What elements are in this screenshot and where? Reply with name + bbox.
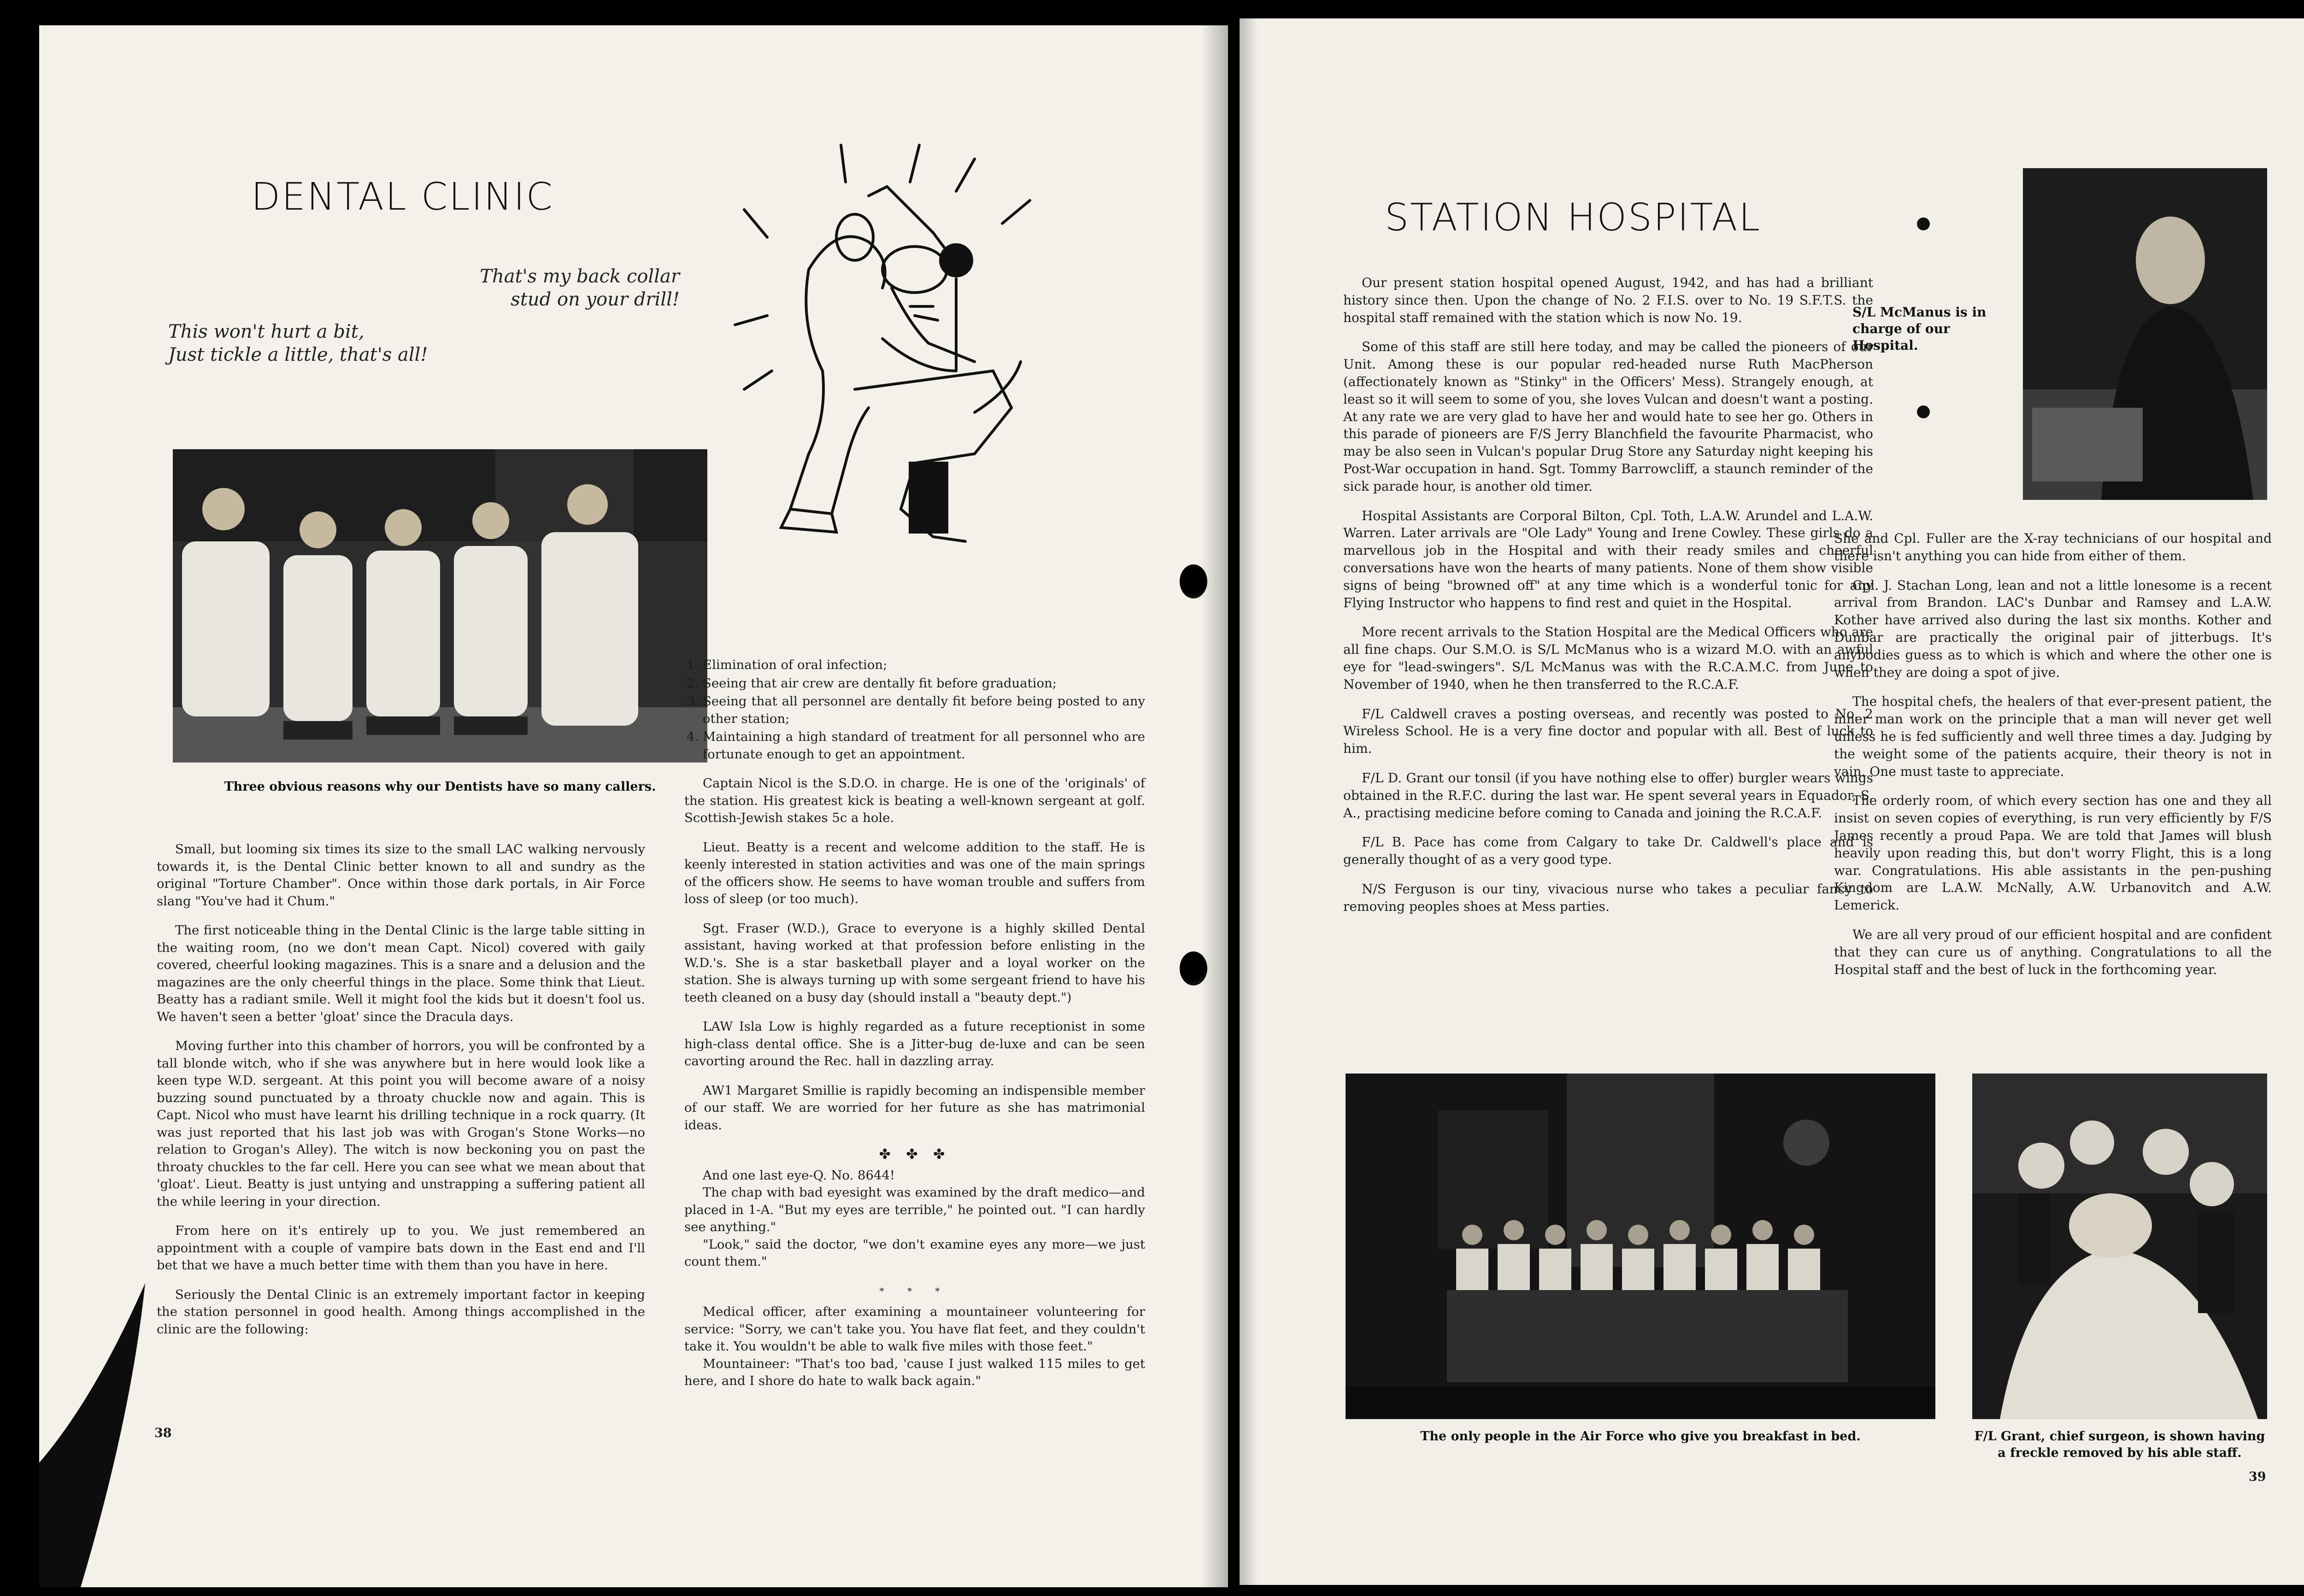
page-number: 38 (154, 1426, 172, 1440)
paragraph: Sgt. Fraser (W.D.), Grace to everyone is a highly skilled Dental assistant, having worked at that profession before enlisting in the W.D.'s. She is a star basketball player and a loyal worker on the station. She is always turning up with some sergeant friend to have his teeth cleaned on a busy day (should install a "beauty dept.") (684, 921, 1145, 1005)
paragraph: Cpl. J. Stachan Long, lean and not a little lonesome is a recent arrival from Brandon. LAC's Dunbar and Ramsey and L.A.W. Kother have arrived also during the last six months. Kother and Dunbar are practically the original pair of jitterbugs. It's anybodies guess as to which is which and where the other one is when they are doing a spot of jive. (1834, 577, 2272, 680)
paragraph: Lieut. Beatty is a recent and welcome addition to the staff. He is keenly interested in station activities and was one of the main springs of the officers show. He seems to have woman trouble and suffers from loss of sleep (or too much). (684, 839, 1145, 906)
verse-line: Just tickle a little, that's all! (168, 344, 428, 365)
paragraph: Medical officer, after examining a mountaineer volunteering for service: "Sorry, we can't take you. You have flat feet, and they couldn't take it. You wouldn't be able to walk five miles with those feet." (684, 1304, 1145, 1354)
paragraph: LAW Isla Low is highly regarded as a future receptionist in some high-class dental office. She is a Jitter-bug de-luxe and can be seen cavorting around the Rec. hall in dazzling array. (684, 1019, 1145, 1068)
surgery-photo (1972, 1074, 2267, 1419)
paragraph: N/S Ferguson is our tiny, vivacious nurse who takes a peculiar fancy to removing peoples shoes at Mess parties. (1343, 881, 1873, 914)
paragraph: Mountaineer: "That's too bad, 'cause I just walked 115 miles to get here, and I shore do hate to walk back again." (684, 1356, 1145, 1388)
paragraph: We are all very proud of our efficient hospital and are confident that they can cure us of anything. Congratulations to all the Hospital staff and the best of luck in the forthcoming year. (1834, 927, 2272, 977)
paragraph: More recent arrivals to the Station Hospital are the Medical Officers who are all fine chaps. Our S.M.O. is S/L McManus who is a wizard M.O. with an awful eye for "lead-swingers". S/L McManus was with the R.C.A.M.C. from June to November of 1940, when he then transferred to the R.C.A.F. (1343, 624, 1873, 692)
paragraph: From here on it's entirely up to you. We just remembered an appointment with a couple of vampire bats down in the East end and I'll bet that we have a much better time with them than you have in here. (157, 1223, 645, 1273)
list-item: 4. Maintaining a high standard of treatment for all personnel who are fortunate enough to get an appointment. (703, 728, 1145, 763)
group-photo-caption: The only people in the Air Force who give you breakfast in bed. (1420, 1429, 1861, 1443)
dentist-cartoon (717, 131, 1173, 555)
paragraph: Captain Nicol is the S.D.O. in charge. He is one of the 'originals' of the station. His greatest kick is beating a well-known sergeant at golf. Scottish-Jewish stakes 5c a hole. (684, 776, 1145, 825)
gutter-shadow (1240, 18, 1258, 1585)
binding-hole (1180, 951, 1207, 986)
dental-column-1 (157, 841, 645, 1350)
paragraph: And one last eye-Q. No. 8644! (703, 1168, 895, 1183)
paragraph: The orderly room, of which every section has one and they all insist on seven copies of everything, is run very efficiently by F/S James recently a proud Papa. We are told that James will blush heavily upon reading this, but don't worry Flight, this is a long war. Congratulations. His able assistants in the pen-pushing Kingdom are L.A.W. McNally, A.W. Urbanovitch and A.W. Lemerick. (1834, 793, 2272, 913)
binding-hole (1180, 564, 1207, 598)
list-item: 1. Elimination of oral infection; (703, 657, 1145, 674)
paragraph: Moving further into this chamber of horrors, you will be confronted by a tall blonde witch, who if she was anywhere but in here would look like a keen type W.D. sergeant. At this point you will become aware of a noisy buzzing sound punctuated by a throaty chuckle now and again. This is Capt. Nicol who must have learnt his drilling technique in a rock quarry. (It was just reported that his last job was with Grogan's Stone Works—no relation to Grogan's Alley). The witch is now beckoning you on past the throaty chuckles to the far cell. Here you can see what we mean about that 'gloat'. Lieut. Beatty is just untying and unstrapping a suffering patient all the while leering in your direction. (157, 1039, 645, 1209)
portrait-caption: S/L McManus is in charge of our Hospital. (1852, 305, 1987, 353)
paragraph: Our present station hospital opened August, 1942, and has had a brilliant history since then. Upon the change of No. 2 F.I.S. over to No. 19 S.F.T.S. the hospital staff remained with the station which is now No. 19. (1343, 275, 1873, 325)
verse-line: That's my back collar (480, 266, 680, 287)
paragraph: "Look," said the doctor, "we don't examine eyes any more—we just count them." (684, 1237, 1145, 1269)
paragraph: The hospital chefs, the healers of that ever-present patient, the inner man work on the principle that a man will never get well unless he is fed sufficiently and well three times a day. Judging by the weight some of the patients acquire, their theory is not in vain. One must taste to appreciate. (1834, 694, 2272, 779)
paragraph: The first noticeable thing in the Dental Clinic is the large table sitting in the waiting room, (no we don't mean Capt. Nicol) covered with gaily covered, cheerful looking magazines. This is a snare and a delusion and the magazines are the only cheerful things in the place. Some think that Lieut. Beatty has a radiant smile. Well it might fool the kids but it doesn't fool us. We haven't seen a better 'gloat' since the Dracula days. (157, 923, 645, 1024)
dental-photo-caption: Three obvious reasons why our Dentists have so many callers. (224, 780, 656, 794)
right-page (1240, 18, 2304, 1585)
dental-clinic-title: DENTAL CLINIC (251, 175, 554, 219)
paragraph: F/L D. Grant our tonsil (if you have nothing else to offer) burgler wears wings obtained in the R.F.C. during the last war. He spent several years in Equador, S. A., practising medicine before coming to Canada and joining the R.C.A.F. (1343, 770, 1873, 821)
hospital-column-2 (1834, 530, 2272, 990)
verse-line: stud on your drill! (511, 289, 680, 310)
verse-top (403, 265, 680, 311)
list-item: 2. Seeing that air crew are dentally fit before graduation; (703, 675, 1145, 692)
paragraph: She and Cpl. Fuller are the X-ray technicians of our hospital and there isn't anything you can hide from either of them. (1834, 531, 2272, 563)
gutter-shadow (1200, 25, 1228, 1587)
paragraph: F/L Caldwell craves a posting overseas, and recently was posted to No. 2 Wireless School. He is a very fine doctor and popular with all. Best of luck to him. (1343, 706, 1873, 757)
station-hospital-title: STATION HOSPITAL (1385, 196, 1762, 240)
clinic-list (684, 657, 1145, 763)
dental-staff-photo (173, 449, 707, 763)
paragraph: The chap with bad eyesight was examined by the draft medico—and placed in 1-A. "But my eyes are terrible," he pointed out. "I can hardly see anything." (684, 1185, 1145, 1234)
bullet-dot (1917, 405, 1930, 418)
paragraph: Seriously the Dental Clinic is an extremely important factor in keeping the station personnel in good health. Among things accomplished in the clinic are the following: (157, 1287, 645, 1337)
paragraph: AW1 Margaret Smillie is rapidly becoming an indispensible member of our staff. We are worried for her future as she has matrimonial ideas. (684, 1083, 1145, 1132)
paragraph: Some of this staff are still here today, and may be called the pioneers of our Unit. Among these is our popular red-headed nurse Ruth MacPherson (affectionately known as "Stinky" in the Officers' Mess). Strangely enough, at least so it will seem to some of you, she loves Vulcan and doesn't want a posting. At any rate we are very glad to have her and would hate to see her go. Others in this parade of pioneers are F/S Jerry Blanchfield the favourite Pharmacist, who may be also seen in Vulcan's popular Drug Store any Saturday night keeping his Post-War occupation in hand. Sgt. Tommy Barrowcliff, a staunch reminder of the sick parade hour, is another old timer. (1343, 339, 1873, 494)
separator-ornament: ✤ ✤ ✤ (879, 1146, 951, 1162)
list-item: 3. Seeing that all personnel are dentally fit before being posted to any other station; (703, 693, 1145, 728)
page-fold-shadow (39, 1223, 159, 1587)
left-page (39, 25, 1228, 1587)
hospital-column-1 (1343, 274, 1873, 927)
verse-line: This won't hurt a bit, (168, 321, 364, 342)
verse-bottom (168, 320, 583, 366)
paragraph: Hospital Assistants are Corporal Bilton, Cpl. Toth, L.A.W. Arundel and L.A.W. Warren. Later arrivals are "Ole Lady" Young and Irene Cowley. These girls do a marvellous job in the Hospital and with their ready smiles and cheerful conversations have won the hearts of many patients. None of them show visible signs of being "browned off" at any time which is a wonderful tonic for any Flying Instructor who happens to find rest and quiet in the Hospital. (1343, 508, 1873, 610)
page-number: 39 (2249, 1470, 2266, 1484)
mcmanus-portrait-photo (2023, 168, 2267, 500)
dental-column-2 (684, 657, 1145, 1402)
paragraph: F/L B. Pace has come from Calgary to take Dr. Caldwell's place and is generally thought of as a very good type. (1343, 834, 1873, 868)
hospital-staff-group-photo (1346, 1074, 1935, 1419)
bullet-dot (1917, 217, 1930, 230)
surgery-photo-caption: F/L Grant, chief surgeon, is shown having a freckle removed by his able staff. (1974, 1429, 2265, 1460)
paragraph: Small, but looming six times its size to the small LAC walking nervously towards it, is the Dental Clinic better known to all and sundry as the original "Torture Chamber". Once within those dark portals, in Air Force slang "You've had it Chum." (157, 842, 645, 909)
separator-stars: * * * (879, 1285, 950, 1297)
